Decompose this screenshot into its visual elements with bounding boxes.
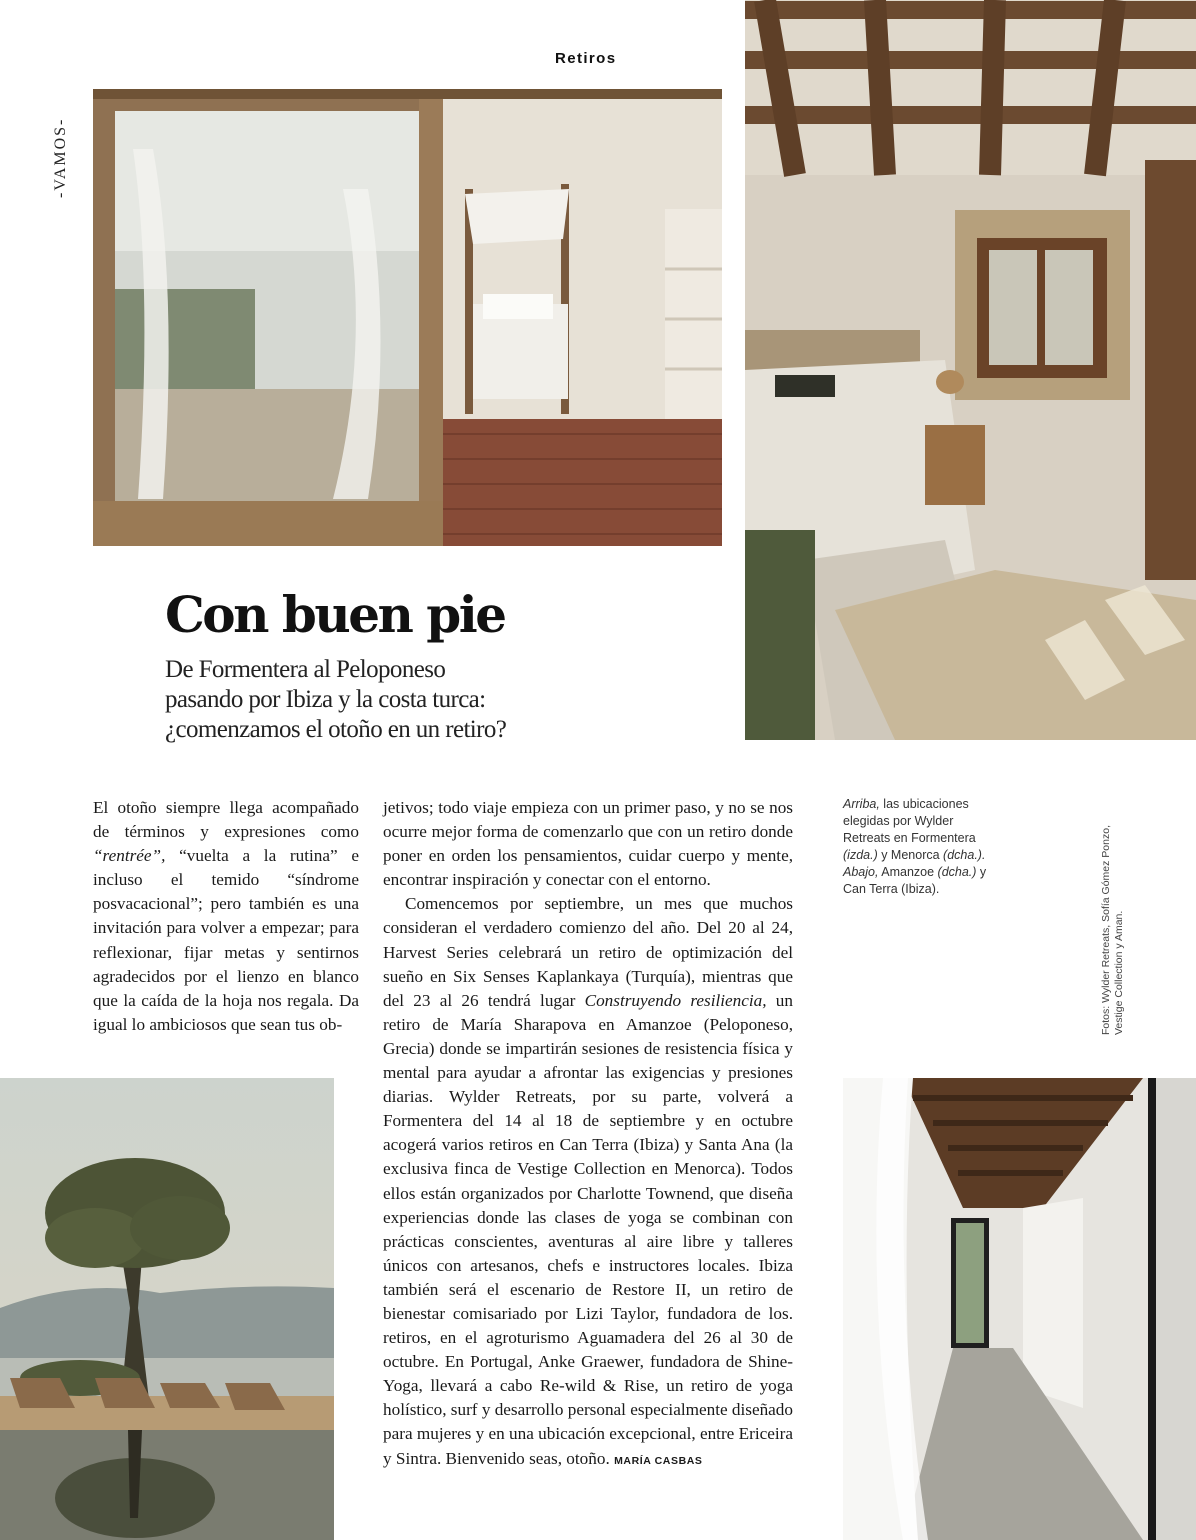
- photo-amanzoe-pool: [0, 1078, 334, 1540]
- headline: Con buen pie: [165, 585, 505, 644]
- body-column-2: [383, 796, 793, 1473]
- caption-text: Amanzoe: [878, 865, 938, 879]
- vertical-label-text: -VAMOS-: [52, 117, 69, 198]
- body-paragraph: jetivos; todo viaje empieza con un primer paso, y no se nos ocurre mejor forma de comenzarlo que con un retiro donde poner en orden los pensamientos, cuidar cuerpo y mente, encontrar inspiración y conectar con el entorno.: [383, 798, 793, 890]
- standfirst-line: pasando por Ibiza y la costa turca:: [165, 686, 486, 713]
- body-text-italic: “rentrée”,: [93, 846, 166, 866]
- photo-formentera-bedroom: [93, 89, 722, 546]
- caption-italic: Abajo,: [843, 865, 879, 879]
- body-text: El otoño siempre llega acompañado de términos y expresiones como: [93, 798, 359, 842]
- caption-text: las ubicaciones elegidas por Wylder Retreats en Formentera: [843, 797, 976, 845]
- photo-menorca-bedroom: [745, 0, 1196, 740]
- photo-caption: [843, 796, 993, 898]
- caption-italic: Arriba,: [843, 797, 880, 811]
- author-byline: MARÍA CASBAS: [614, 1454, 703, 1467]
- body-text: “vuelta a la rutina” e incluso el temido “síndrome posvacacional”; pero también es una invitación para volver a empezar; para reflexionar, fijar metas y sentirnos agradecidos por el lienzo en blanco que la caída de la hoja nos regala. Da igual lo ambiciosos que sean tus ob-: [93, 846, 359, 1034]
- standfirst-line: ¿comenzamos el otoño en un retiro?: [165, 716, 507, 743]
- body-text: Comencemos por septiembre, un mes que muchos consideran el verdadero comienzo del año. Del 20 al 24, Harvest Series celebrará un retiro de optimización del sueño en Six Senses Kaplankaya (Turquía), mientras que del 23 al 26 tendrá lugar: [383, 894, 793, 1010]
- caption-text: y Menorca: [877, 848, 944, 862]
- body-column-1: [93, 796, 359, 1037]
- photo-can-terra-corridor: [843, 1078, 1196, 1540]
- photo-credits: [1100, 815, 1128, 1035]
- standfirst: [165, 655, 725, 745]
- caption-italic: (dcha.).: [943, 848, 986, 862]
- caption-text: y Can Terra (Ibiza).: [843, 865, 987, 896]
- caption-italic: (dcha.): [937, 865, 977, 879]
- body-text-italic: Construyendo resiliencia,: [584, 990, 767, 1010]
- photo-credits-text: Fotos: Wylder Retreats, Sofía Gómez Ponzo, Vestige Collection y Aman.: [1100, 825, 1125, 1035]
- section-vertical-label: [52, 88, 72, 198]
- caption-italic: (izda.): [843, 848, 878, 862]
- body-text: un retiro de María Sharapova en Amanzoe (Peloponeso, Grecia) donde se impartirán sesiones de resistencia física y mental para ayudar a afrontar las exigencias y presiones diarias. Wylder Retreats, por su parte, volverá a Formentera del 14 al 18 de septiembre y en octubre acogerá varios retiros en Can Terra (Ibiza) y Santa Ana (la exclusiva finca de Vestige Collection en Menorca). Todos ellos están organizados por Charlotte Townend, que diseña experiencias donde las clases de yoga se combinan con prácticas conscientes, aventuras al aire libre y talleres únicos con artesanos, chefs e instructores locales. Ibiza también será el escenario de Restore II, un retiro de bienestar comisariado por Lizi Taylor, fundadora de los. retiros, en el agroturismo Aguamadera del 26 al 30 de octubre. En Portugal, Anke Graewer, fundadora de Shine-Yoga, llevará a cabo Re-wild & Rise, un retiro de yoga holístico, surf y desarrollo personal especialmente diseñado para mujeres y en una ubicación excepcional, entre Ericeira y Sintra. Bienvenido seas, otoño.: [383, 990, 793, 1468]
- standfirst-line: De Formentera al Peloponeso: [165, 656, 446, 683]
- body-paragraph: [383, 892, 793, 1472]
- section-label: Retiros: [555, 50, 617, 67]
